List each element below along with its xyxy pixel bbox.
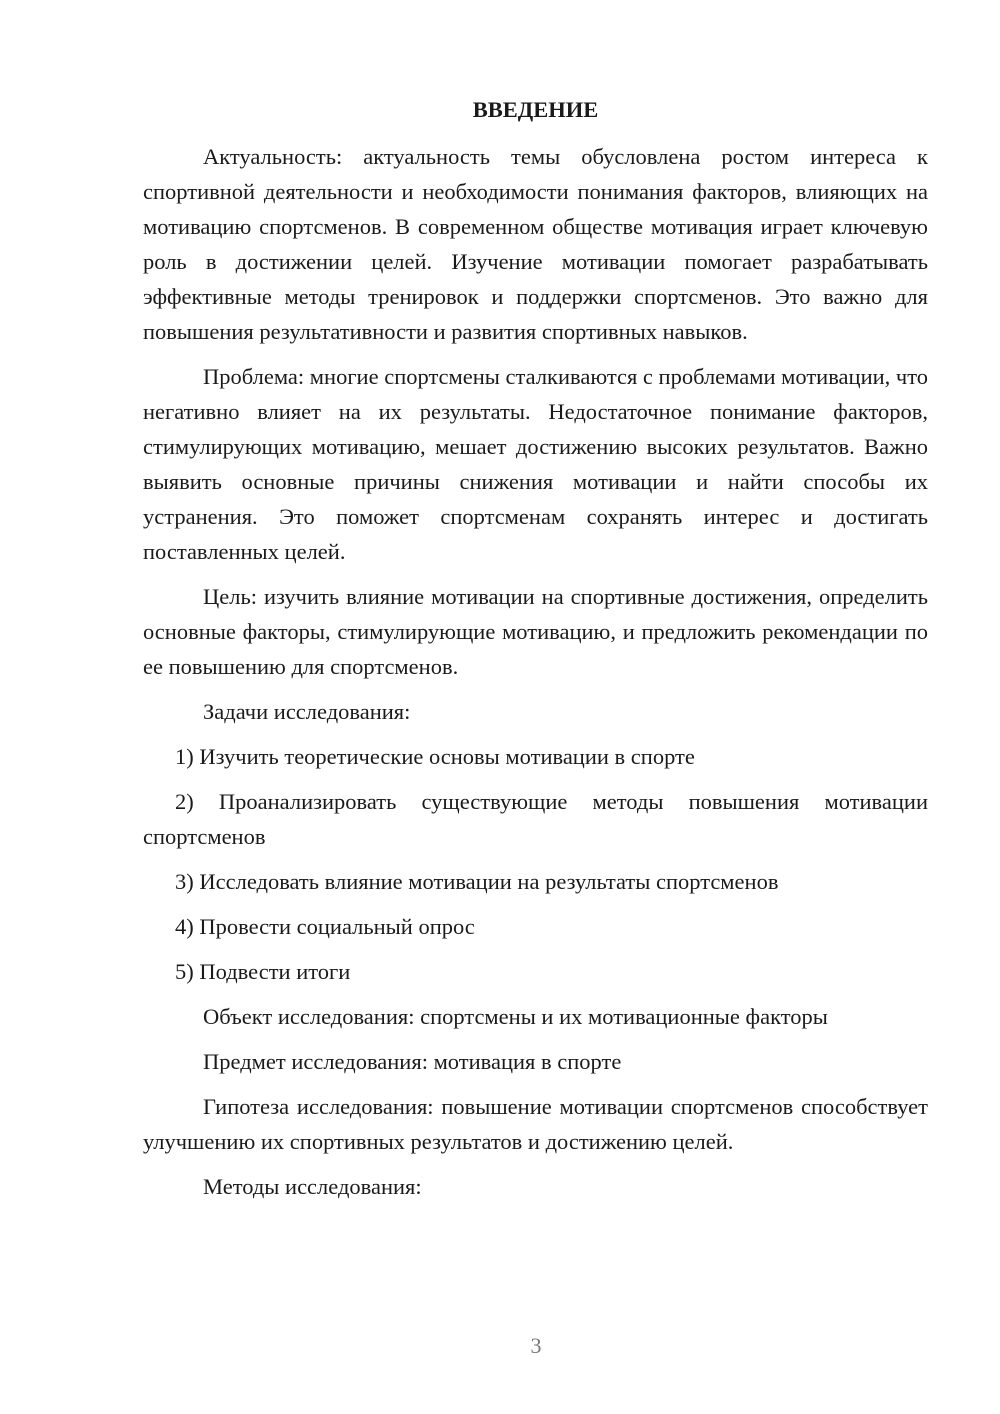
goal-paragraph: Цель: изучить влияние мотивации на спортивные достижения, определить основные факторы, стимулирующие мотивацию, и предложить рекомендации по ее повышению для спортсменов. bbox=[143, 584, 928, 679]
task-item: 3) Исследовать влияние мотивации на результаты спортсменов bbox=[175, 869, 779, 894]
task-item: 5) Подвести итоги bbox=[175, 959, 351, 984]
task-item: 1) Изучить теоретические основы мотивации в спорте bbox=[175, 744, 695, 769]
task-item: 4) Провести социальный опрос bbox=[175, 914, 475, 939]
subject-paragraph: Предмет исследования: мотивация в спорте bbox=[203, 1049, 622, 1074]
tasks-title: Задачи исследования: bbox=[203, 699, 411, 724]
problem-paragraph: Проблема: многие спортсмены сталкиваются с проблемами мотивации, что негативно влияет на их результаты. Недостаточное понимание факторов, стимулирующих мотивацию, мешает достижению высоких результатов. Важно выявить основные причины снижения мотивации и найти способы их устранения. Это поможет спортсменам сохранять интерес и достигать поставленных целей. bbox=[143, 364, 928, 564]
hypothesis-paragraph: Гипотеза исследования: повышение мотивации спортсменов способствует улучшению их спортивных результатов и достижению целей. bbox=[143, 1094, 928, 1154]
page-number: 3 bbox=[530, 1333, 542, 1358]
methods-title: Методы исследования: bbox=[203, 1174, 422, 1199]
page-heading: ВВЕДЕНИЕ bbox=[472, 97, 599, 122]
object-paragraph: Объект исследования: спортсмены и их мотивационные факторы bbox=[203, 1004, 828, 1029]
task-item: 2) Проанализировать существующие методы повышения мотивации спортсменов bbox=[143, 789, 928, 849]
document-page bbox=[143, 92, 928, 1214]
relevance-paragraph: Актуальность: актуальность темы обусловлена ростом интереса к спортивной деятельности и необходимости понимания факторов, влияющих на мотивацию спортсменов. В современном обществе мотивация играет ключевую роль в достижении целей. Изучение мотивации помогает разрабатывать эффективные методы тренировок и поддержки спортсменов. Это важно для повышения результативности и развития спортивных навыков. bbox=[143, 144, 928, 344]
